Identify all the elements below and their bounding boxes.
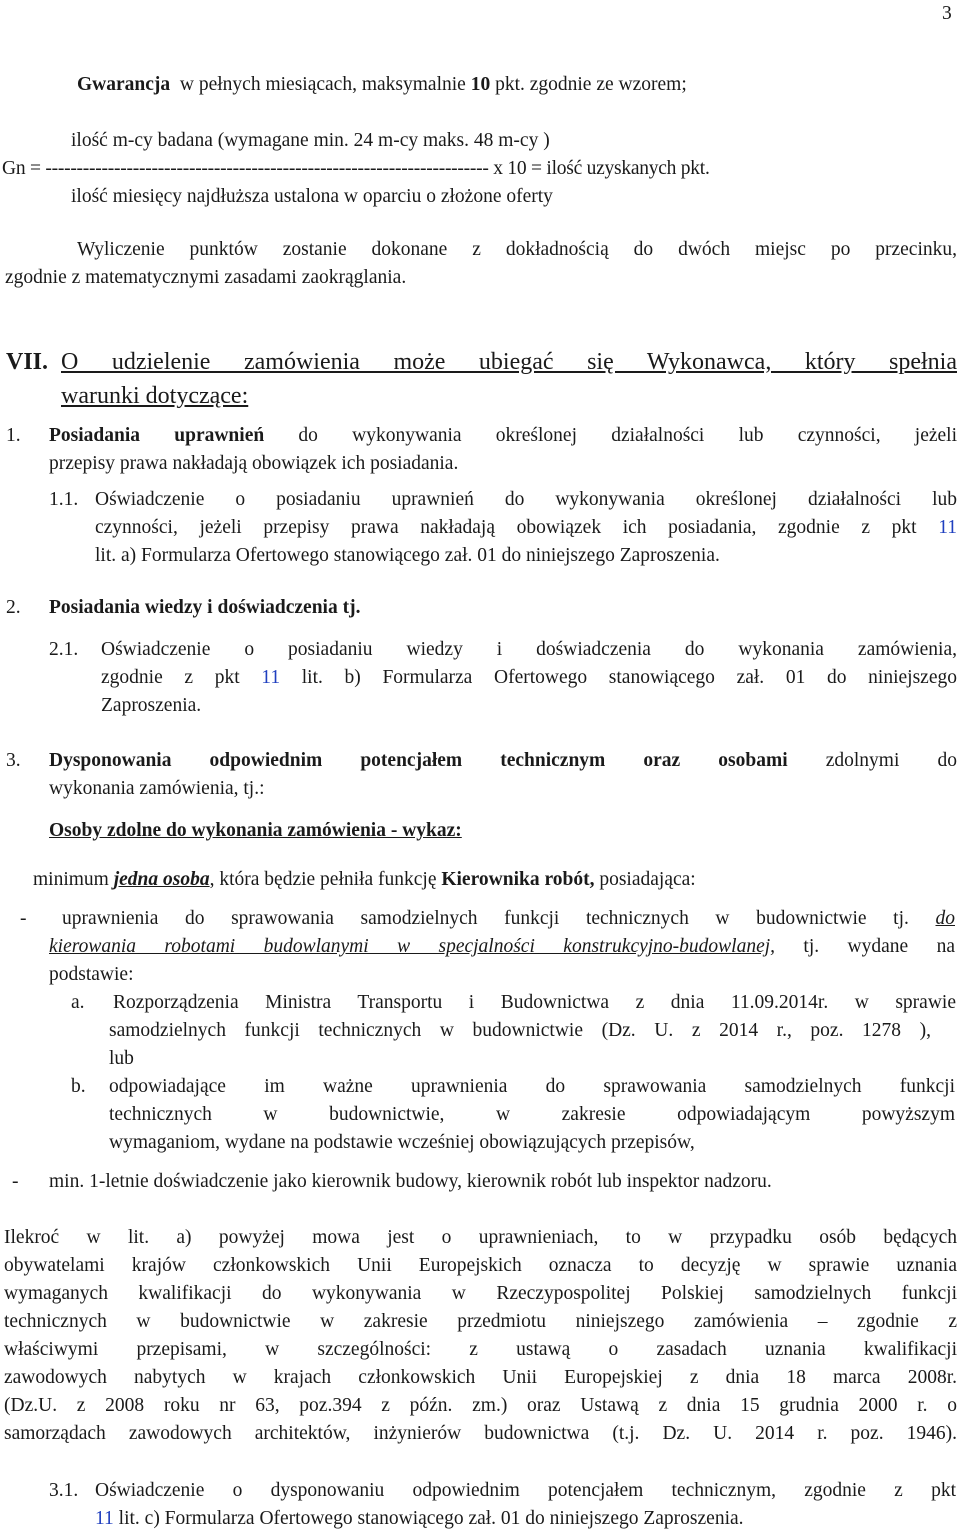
formula-denominator: ilość miesięcy najdłuższa ustalona w oparciu o złożone oferty [71, 186, 553, 207]
item3-line-2: wykonania zamówienia, tj.: [49, 778, 265, 799]
section-title-line-2: warunki dotyczące: [61, 383, 249, 409]
section-number-text: VII. [6, 349, 49, 375]
sub-b-line-1: odpowiadające im ważne uprawnienia do sprawowania samodzielnych funkcji [109, 1076, 955, 1097]
paragraph-line-8: samorządach zawodowych architektów, inżynierów budownictwa (t.j. Dz. U. 2014 r. poz. 1946). [4, 1423, 957, 1444]
rounding-line-1: Wyliczenie punktów zostanie dokonane z dokładnością do dwóch miejsc po przecinku, [77, 239, 957, 260]
guarantee-title-end: pkt. zgodnie ze wzorem; [490, 74, 687, 95]
item21-line-3: Zaproszenia. [101, 695, 202, 716]
item31-line-1: Oświadczenie o dysponowaniu odpowiednim potencjałem technicznym, zgodnie z pkt [95, 1480, 956, 1501]
paragraph-line-2: obywatelami krajów członkowskich Unii Europejskich oznacza to decyzję w sprawie uznania [4, 1255, 957, 1276]
item3-number: 3. [6, 750, 21, 771]
item31-line-2 [95, 1505, 744, 1533]
page-number: 3 [942, 3, 952, 24]
guarantee-heading [77, 71, 687, 99]
persons-list-heading [49, 817, 462, 845]
sub-b-mark: b. [71, 1076, 86, 1097]
sub-a-line-2: samodzielnych funkcji technicznych w budownictwie (Dz. U. z 2014 r., poz. 1278 ), [109, 1020, 931, 1041]
item31-line-2-b: lit. c) Formularza Ofertowego stanowiącego zał. 01 do niniejszego Zaproszenia. [113, 1508, 744, 1529]
item11-line-3: lit. a) Formularza Ofertowego stanowiącego zał. 01 do niniejszego Zaproszenia. [95, 545, 720, 566]
paragraph-line-7: (Dz.U. z 2008 roku nr 63, poz.394 z późn. zm.) oraz Ustawą z dnia 15 grudnia 2000 r. o [4, 1395, 957, 1416]
sub-a-line-1: Rozporządzenia Ministra Transportu i Budownictwa z dnia 11.09.2014r. w sprawie [113, 992, 956, 1013]
item21-number: 2.1. [49, 639, 79, 660]
item11-number: 1.1. [49, 489, 79, 510]
paragraph-line-5: właściwymi przepisami, w szczególności: z ustawą o zasadach uznania kwalifikacji [4, 1339, 957, 1360]
item3-line-1 [49, 747, 957, 775]
paragraph-line-3: wymaganych kwalifikacji do wykonywania w Rzeczypospolitej Polskiej samodzielnych funkcji [4, 1283, 957, 1304]
formula-numerator: ilość m-cy badana (wymagane min. 24 m-cy maks. 48 m-cy ) [71, 130, 550, 151]
dash1-line-2-u: kierowania robotami budowlanymi w specjalności konstrukcyjno-budowlanej, [49, 936, 776, 957]
item11-line-1: Oświadczenie o posiadaniu uprawnień do wykonywania określonej działalności lub [95, 489, 957, 510]
guarantee-title-rest: w pełnych miesiącach, maksymalnie [170, 74, 471, 95]
minimum-a: minimum [33, 869, 114, 890]
item2-number: 2. [6, 597, 21, 618]
section-title-line-1: O udzielenie zamówienia może ubiegać się Wykonawca, który spełnia [61, 349, 957, 375]
item11-line-2-text: czynności, jeżeli przepisy prawa nakładają obowiązek ich posiadania, zgodnie z pkt [95, 517, 939, 538]
sub-a-line-3: lub [109, 1048, 134, 1069]
minimum-underline: jedna osoba [113, 869, 210, 890]
dash2-text: min. 1-letnie doświadczenie jako kierownik budowy, kierownik robót lub inspektor nadzoru. [49, 1171, 772, 1192]
minimum-bold: Kierownika robót, [441, 869, 595, 890]
guarantee-max-points: 10 [470, 74, 491, 95]
item21-line-1: Oświadczenie o posiadaniu wiedzy i doświadczenia do wykonania zamówienia, [101, 639, 957, 660]
item2-heading [49, 594, 360, 622]
minimum-c: posiadająca: [594, 869, 696, 890]
item31-pkt-link[interactable]: 11 [95, 1508, 114, 1529]
item1-line-1 [49, 422, 957, 450]
minimum-line [33, 866, 696, 894]
item21-line-2-a: zgodnie z pkt [101, 667, 262, 688]
paragraph-line-1: Ilekroć w lit. a) powyżej mowa jest o uprawnieniach, to w przypadku osób będących [4, 1227, 957, 1248]
sub-b-line-3: wymaganiom, wydane na podstawie wcześniej obowiązujących przepisów, [109, 1132, 695, 1153]
formula-suffix: x 10 = ilość uzyskanych pkt. [488, 158, 710, 179]
paragraph-line-4: technicznych w budownictwie w zakresie przedmiotu niniejszego zamówienia – zgodnie z [4, 1311, 957, 1332]
guarantee-title: Gwarancja [77, 74, 171, 95]
dash1-line-1 [62, 905, 955, 933]
item1-number: 1. [6, 425, 21, 446]
section-number [6, 346, 48, 378]
item21-line-2-b: lit. b) Formularza Ofertowego stanowiącego zał. 01 do niniejszego [280, 667, 957, 688]
dash2-mark: - [12, 1171, 19, 1192]
paragraph-line-6: zawodowych nabytych w krajach członkowskich Unii Europejskiej z dnia 18 marca 2008r. [4, 1367, 957, 1388]
item21-line-2 [101, 664, 957, 692]
item1-line-2: przepisy prawa nakładają obowiązek ich posiadania. [49, 453, 459, 474]
item2-bold: Posiadania wiedzy i doświadczenia tj. [49, 597, 361, 618]
rounding-line-2: zgodnie z matematycznymi zasadami zaokrąglania. [5, 267, 407, 288]
item3-bold: Dysponowania odpowiednim potencjałem technicznym oraz osobami [49, 750, 788, 771]
minimum-b: , która będzie pełniła funkcję [209, 869, 442, 890]
item1-bold: Posiadania uprawnień [49, 425, 265, 446]
formula-dashes: ----------------------------------------------------------------------- [45, 158, 489, 179]
sub-b-line-2: technicznych w budownictwie, w zakresie odpowiadającym powyższym [109, 1104, 955, 1125]
dash1-line-3: podstawie: [49, 964, 134, 985]
dash1-line-2 [49, 933, 955, 961]
sub-a-mark: a. [71, 992, 85, 1013]
formula-prefix: Gn = [2, 158, 46, 179]
dash1-mark: - [20, 908, 27, 929]
dash1-line-1-u: do [935, 908, 955, 929]
item11-pkt-link[interactable]: 11 [938, 517, 957, 538]
item3-rest: zdolnymi do [787, 750, 957, 771]
item11-line-2 [95, 514, 957, 542]
item31-number: 3.1. [49, 1480, 79, 1501]
persons-list-heading-text: Osoby zdolne do wykonania zamówienia - wykaz: [49, 820, 462, 841]
dash1-line-2-b: tj. wydane na [775, 936, 955, 957]
formula-line [2, 155, 710, 183]
item21-pkt-link[interactable]: 11 [261, 667, 281, 688]
dash1-line-1-a: uprawnienia do sprawowania samodzielnych funkcji technicznych w budownictwie tj. [62, 908, 936, 929]
item1-rest: do wykonywania określonej działalności lub czynności, jeżeli [264, 425, 958, 446]
